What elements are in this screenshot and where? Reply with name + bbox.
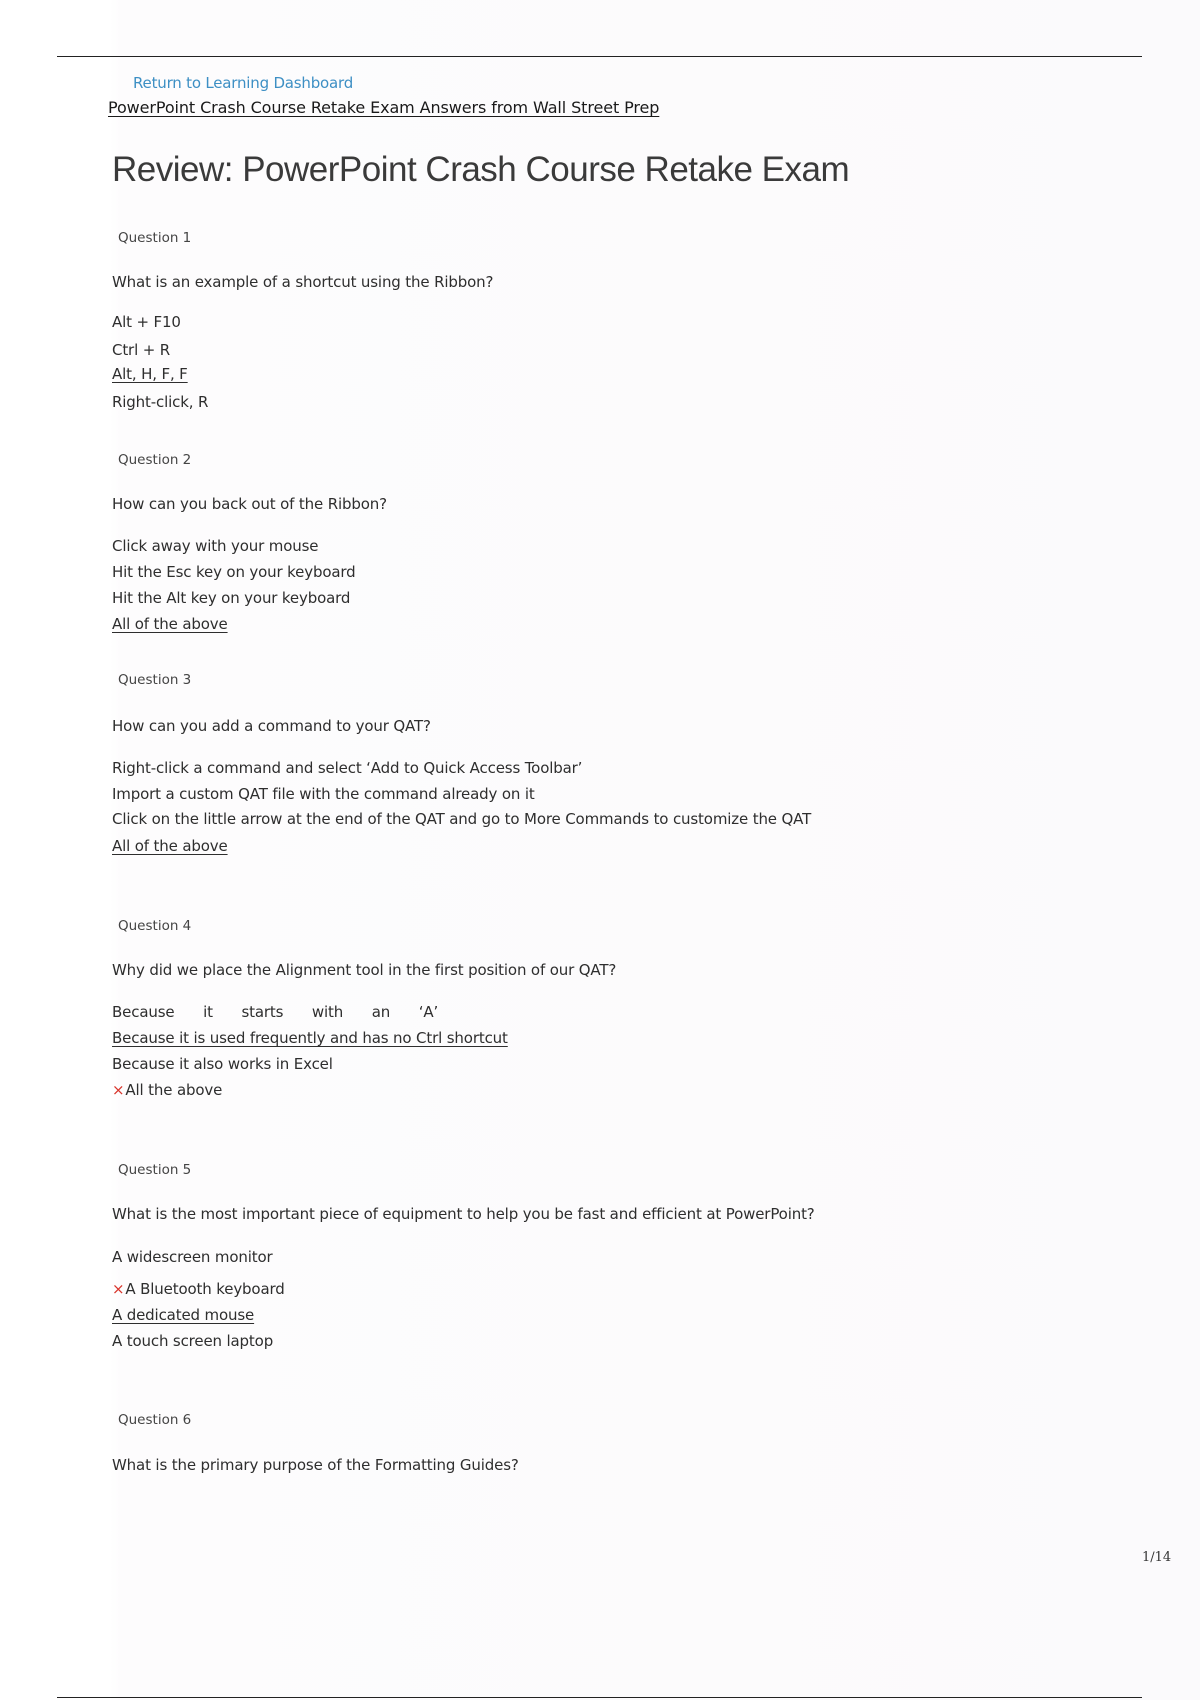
question-4-answer-4[interactable] (112, 1081, 222, 1099)
question-4-answer-2[interactable]: Because it is used frequently and has no Ctrl shortcut (112, 1029, 508, 1047)
question-1-text: What is an example of a shortcut using the Ribbon? (112, 273, 494, 291)
question-1-answer-3[interactable]: Alt, H, F, F (112, 365, 188, 383)
question-2-answer-4[interactable]: All of the above (112, 615, 228, 633)
question-4-answer-3[interactable]: Because it also works in Excel (112, 1055, 333, 1073)
incorrect-x-icon: × (112, 1081, 125, 1099)
question-1-answer-2[interactable]: Ctrl + R (112, 341, 171, 359)
question-1-label: Question 1 (118, 230, 192, 246)
question-2-text: How can you back out of the Ribbon? (112, 495, 387, 513)
question-5-answer-3[interactable]: A dedicated mouse (112, 1306, 255, 1324)
question-4-text: Why did we place the Alignment tool in the first position of our QAT? (112, 961, 617, 979)
question-6-label: Question 6 (118, 1412, 192, 1428)
incorrect-x-icon: × (112, 1280, 125, 1298)
question-5-label: Question 5 (118, 1162, 192, 1178)
question-2-answer-2[interactable]: Hit the Esc key on your keyboard (112, 563, 356, 581)
question-2-answer-3[interactable]: Hit the Alt key on your keyboard (112, 589, 351, 607)
top-rule (57, 56, 1142, 57)
question-2-answer-1[interactable]: Click away with your mouse (112, 537, 319, 555)
question-1-answer-4[interactable]: Right-click, R (112, 393, 209, 411)
question-3-answer-4[interactable]: All of the above (112, 837, 228, 855)
question-5-text: What is the most important piece of equipment to help you be fast and efficient at PowerPoint? (112, 1205, 815, 1223)
question-5-answer-2-label: A Bluetooth keyboard (125, 1280, 285, 1298)
bottom-rule (57, 1697, 1142, 1698)
page-number: 1/14 (1142, 1550, 1172, 1565)
question-4-label: Question 4 (118, 918, 192, 934)
question-4-answer-1[interactable]: Because it starts with an ‘A’ (112, 1003, 439, 1021)
question-3-text: How can you add a command to your QAT? (112, 717, 431, 735)
question-3-answer-1[interactable]: Right-click a command and select ‘Add to Quick Access Toolbar’ (112, 759, 583, 777)
question-6-text: What is the primary purpose of the Formatting Guides? (112, 1456, 519, 1474)
question-4-answer-4-label: All the above (125, 1081, 223, 1099)
question-5-answer-1[interactable]: A widescreen monitor (112, 1248, 273, 1266)
return-to-dashboard-link[interactable]: Return to Learning Dashboard (133, 74, 354, 92)
question-3-answer-3[interactable]: Click on the little arrow at the end of the QAT and go to More Commands to customize the QAT (112, 810, 812, 828)
question-3-label: Question 3 (118, 672, 192, 688)
page-title: Review: PowerPoint Crash Course Retake Exam (112, 150, 850, 189)
document-header: PowerPoint Crash Course Retake Exam Answers from Wall Street Prep (108, 98, 660, 117)
question-3-answer-2[interactable]: Import a custom QAT file with the command already on it (112, 785, 535, 803)
question-5-answer-4[interactable]: A touch screen laptop (112, 1332, 274, 1350)
question-2-label: Question 2 (118, 452, 192, 468)
question-1-answer-1[interactable]: Alt + F10 (112, 313, 181, 331)
question-5-answer-2[interactable] (112, 1280, 285, 1298)
